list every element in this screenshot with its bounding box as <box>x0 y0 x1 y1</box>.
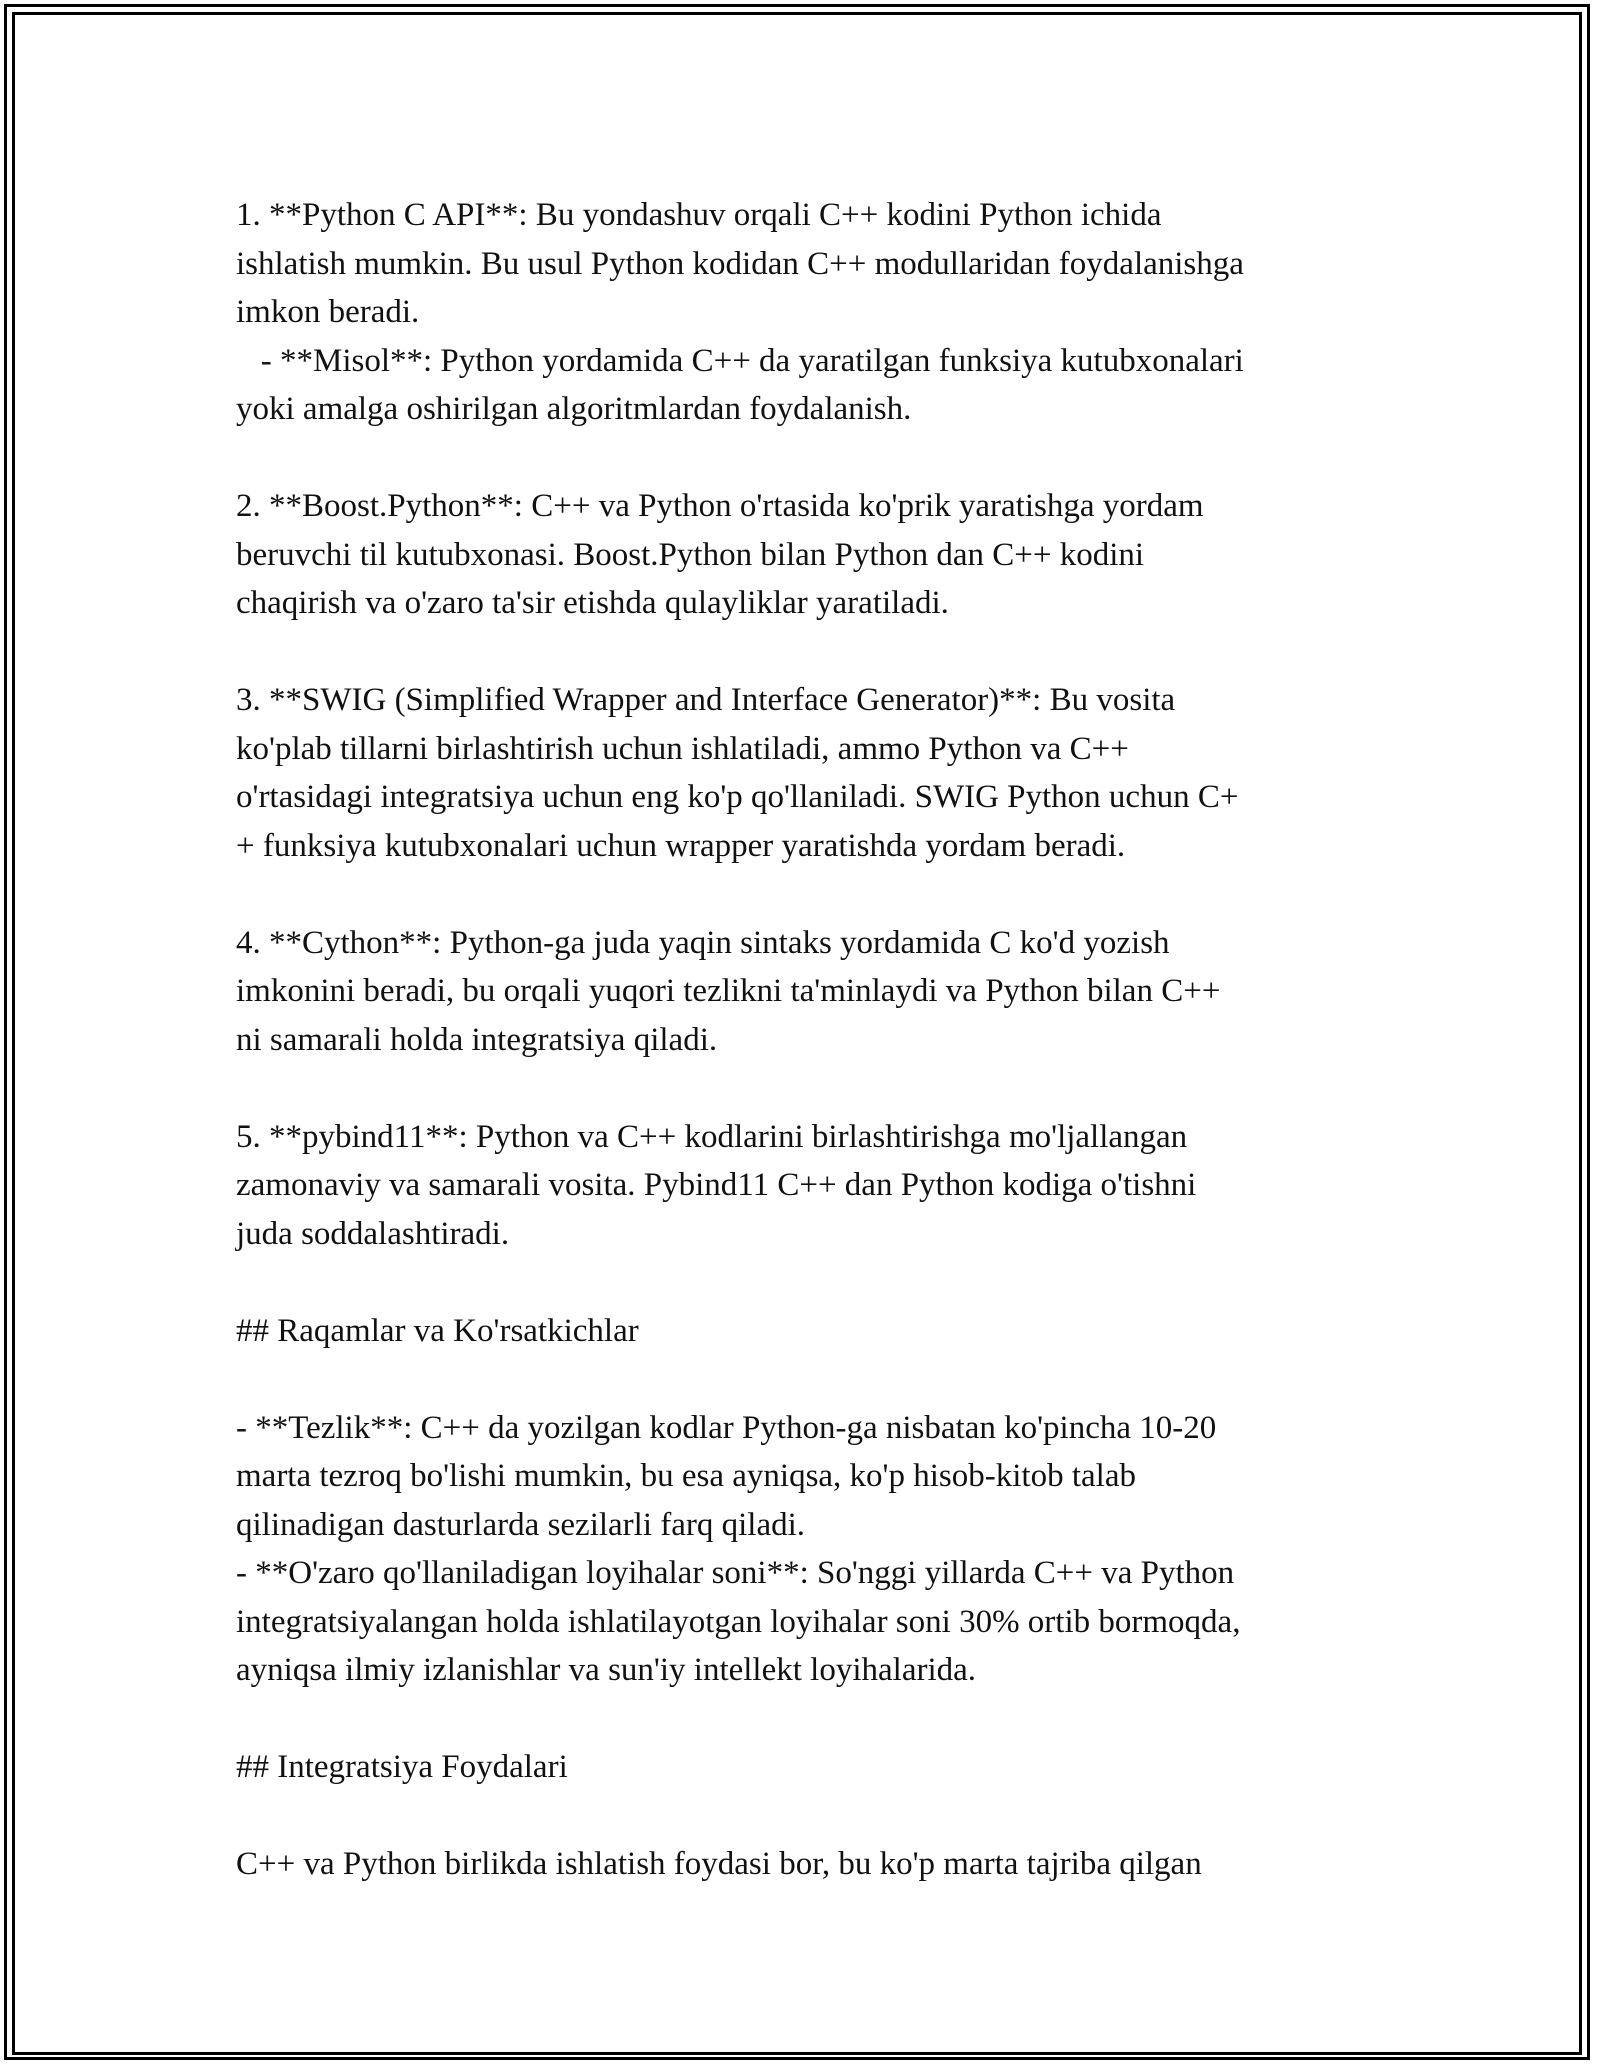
section-heading-raqamlar <box>236 1307 1366 1356</box>
text-line: 5. **pybind11**: Python va C++ kodlarini birlashtirishga mo'ljallangan <box>236 1118 1188 1155</box>
text-line: imkonini beradi, bu orqali yuqori tezlikni ta'minlaydi va Python bilan C++ <box>236 973 1221 1009</box>
heading-line: ## Integratsiya Foydalari <box>236 1749 568 1785</box>
section-heading-integratsiya <box>236 1743 1366 1792</box>
text-line: + funksiya kutubxonalari uchun wrapper yaratishda yordam beradi. <box>236 827 1126 864</box>
text-line: ayniqsa ilmiy izlanishlar va sun'iy intellekt loyihalarida. <box>236 1652 977 1688</box>
list-item-swig <box>236 676 1366 870</box>
text-line: qilinadigan dasturlarda sezilarli farq qiladi. <box>236 1506 806 1543</box>
paragraph-gap <box>236 870 1366 919</box>
text-line: beruvchi til kutubxonasi. Boost.Python bilan Python dan C++ kodini <box>236 536 1145 573</box>
paragraph-gap <box>236 628 1366 677</box>
text-line: - **Tezlik**: C++ da yozilgan kodlar Python-ga nisbatan ko'pincha 10-20 <box>236 1409 1217 1446</box>
text-line: 2. **Boost.Python**: C++ va Python o'rtasida ko'prik yaratishga yordam <box>236 488 1204 524</box>
list-item-pybind11 <box>236 1113 1366 1259</box>
text-line: yoki amalga oshirilgan algoritmlardan foydalanish. <box>236 391 912 427</box>
list-item-python-c-api <box>236 191 1366 434</box>
text-line: C++ va Python birlikda ishlatish foydasi bor, bu ko'p marta tajriba qilgan <box>236 1846 1202 1882</box>
text-line: ko'plab tillarni birlashtirish uchun ishlatiladi, ammo Python va C++ <box>236 730 1129 767</box>
bullet-list-metrics <box>236 1404 1366 1695</box>
paragraph-gap <box>236 1258 1366 1307</box>
text-line: integratsiyalangan holda ishlatilayotgan loyihalar soni 30% ortib bormoqda, <box>236 1603 1241 1640</box>
paragraph-gap <box>236 1792 1366 1841</box>
text-line: - **Misol**: Python yordamida C++ da yaratilgan funksiya kutubxonalari <box>236 342 1244 379</box>
text-line: ni samarali holda integratsiya qiladi. <box>236 1021 718 1058</box>
text-line: zamonaviy va samarali vosita. Pybind11 C++ dan Python kodiga o'tishni <box>236 1167 1197 1203</box>
list-item-cython <box>236 919 1366 1065</box>
text-line: 1. **Python C API**: Bu yondashuv orqali C++ kodini Python ichida <box>236 197 1162 233</box>
text-line: o'rtasidagi integratsiya uchun eng ko'p qo'llaniladi. SWIG Python uchun C+ <box>236 779 1239 815</box>
paragraph-gap <box>236 1695 1366 1744</box>
text-line: ishlatish mumkin. Bu usul Python kodidan C++ modullaridan foydalanishga <box>236 245 1244 282</box>
paragraph-integratsiya <box>236 1840 1366 1889</box>
paragraph-gap <box>236 434 1366 483</box>
document-body <box>236 191 1366 1889</box>
list-item-boost-python <box>236 482 1366 628</box>
text-line: juda soddalashtiradi. <box>236 1215 510 1252</box>
text-line: 4. **Cython**: Python-ga juda yaqin sintaks yordamida C ko'd yozish <box>236 924 1170 961</box>
text-line: marta tezroq bo'lishi mumkin, bu esa ayniqsa, ko'p hisob-kitob talab <box>236 1458 1136 1494</box>
text-line: imkon beradi. <box>236 294 420 330</box>
paragraph-gap <box>236 1064 1366 1113</box>
paragraph-gap <box>236 1355 1366 1404</box>
text-line: - **O'zaro qo'llaniladigan loyihalar soni**: So'nggi yillarda C++ va Python <box>236 1555 1235 1591</box>
text-line: 3. **SWIG (Simplified Wrapper and Interface Generator)**: Bu vosita <box>236 682 1176 718</box>
text-line: chaqirish va o'zaro ta'sir etishda qulayliklar yaratiladi. <box>236 585 949 621</box>
heading-line: ## Raqamlar va Ko'rsatkichlar <box>236 1312 639 1349</box>
